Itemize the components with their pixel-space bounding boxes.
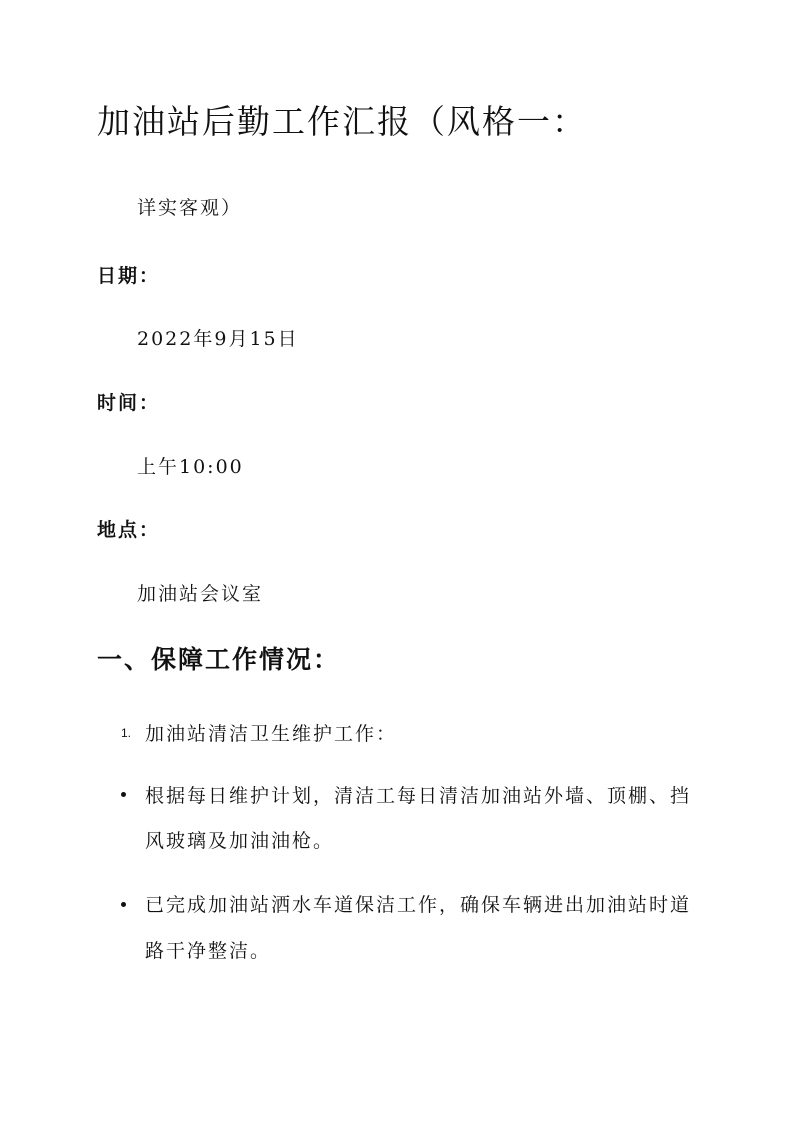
bullet-point xyxy=(121,902,126,907)
bullet-text-line: 根据每日维护计划，清洁工每日清洁加油站外墙、顶棚、挡 xyxy=(145,785,692,807)
bullet-point xyxy=(121,792,126,797)
document-title: 加油站后勤工作汇报（风格一： xyxy=(97,102,587,141)
bullet-text-line: 风玻璃及加油油枪。 xyxy=(145,830,335,852)
bullet-text-line: 路干净整洁。 xyxy=(145,940,272,962)
date-value: 2022年9月15日 xyxy=(137,328,299,350)
list-item-text: 加油站清洁卫生维护工作： xyxy=(145,723,398,745)
section-heading: 一、保障工作情况： xyxy=(97,645,341,674)
document-subtitle: 详实客观） xyxy=(137,197,243,219)
bullet-text-line: 已完成加油站洒水车道保洁工作，确保车辆进出加油站时道 xyxy=(145,894,692,916)
date-label: 日期： xyxy=(97,265,161,287)
place-value: 加油站会议室 xyxy=(137,583,264,605)
time-value: 上午10:00 xyxy=(137,456,244,478)
list-number: 1. xyxy=(121,726,132,740)
place-label: 地点： xyxy=(97,519,161,541)
time-label: 时间： xyxy=(97,392,161,414)
